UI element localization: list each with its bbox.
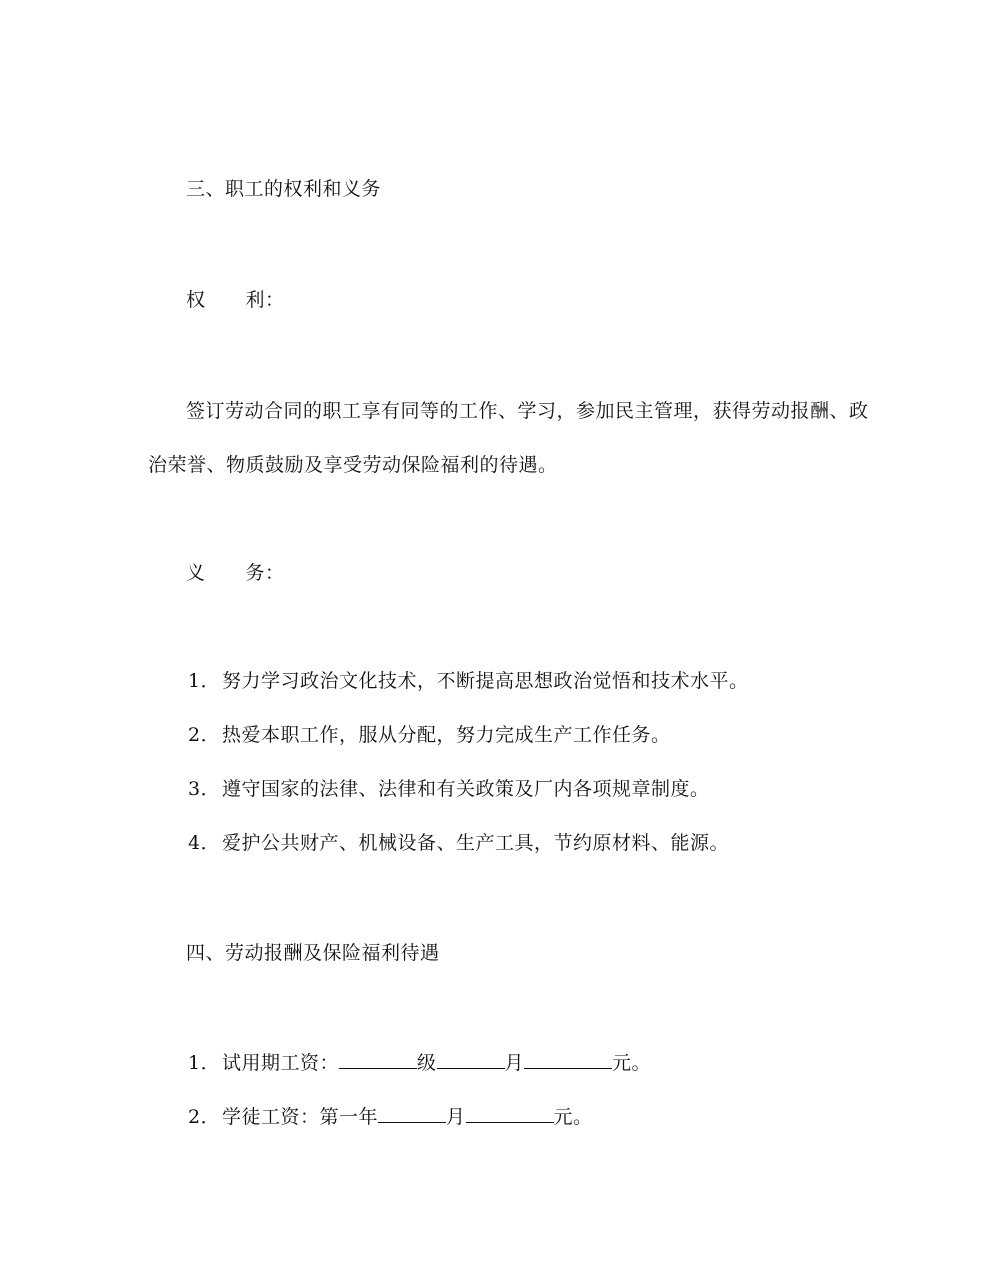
- apprentice-monthly-blank-field[interactable]: [378, 1104, 446, 1123]
- duty-item-text: 努力学习政治文化技术，不断提高思想政治觉悟和技术水平。: [222, 670, 749, 692]
- pay-item-2: [188, 1104, 593, 1130]
- rights-label-char-1: 权: [186, 289, 206, 311]
- section-3-heading: 三、职工的权利和义务: [186, 178, 382, 200]
- duty-item-number: 4．: [188, 832, 221, 854]
- section-4-heading: 四、劳动报酬及保险福利待遇: [186, 942, 440, 964]
- duties-label-char-2: 务：: [245, 562, 285, 584]
- duty-item-1: [188, 668, 749, 694]
- duty-item-text: 爱护公共财产、机械设备、生产工具，节约原材料、能源。: [222, 832, 730, 854]
- month-unit: 月: [446, 1106, 466, 1128]
- rights-label-char-2: 利：: [245, 289, 285, 311]
- duty-item-text: 热爱本职工作，服从分配，努力完成生产工作任务。: [222, 724, 671, 746]
- pay-item-number: 2．: [188, 1106, 221, 1128]
- yuan-amount-blank-field[interactable]: [524, 1050, 612, 1069]
- rights-text-line-1: 签订劳动合同的职工享有同等的工作、学习，参加民主管理，获得劳动报酬、政: [186, 400, 869, 422]
- duties-label-char-1: 义: [186, 562, 206, 584]
- duty-item-number: 3．: [188, 778, 221, 800]
- grade-unit: 级: [417, 1052, 437, 1074]
- duty-item-number: 1．: [188, 670, 221, 692]
- month-unit: 月: [504, 1052, 525, 1074]
- pay-item-number: 1．: [188, 1052, 221, 1074]
- duty-item-number: 2．: [188, 724, 221, 746]
- duty-item-3: [188, 776, 710, 802]
- apprentice-yuan-blank-field[interactable]: [466, 1104, 554, 1123]
- yuan-unit: 元。: [612, 1052, 652, 1074]
- rights-text-line-2: 治荣誉、物质鼓励及享受劳动保险福利的待遇。: [148, 454, 558, 476]
- monthly-amount-blank-field[interactable]: [437, 1050, 505, 1069]
- duties-label: [186, 560, 285, 586]
- pay-item-1: [188, 1050, 651, 1076]
- duty-item-4: [188, 830, 729, 856]
- pay-item-label: 试用期工资：: [222, 1052, 340, 1074]
- rights-label: [186, 287, 285, 313]
- yuan-unit: 元。: [553, 1106, 593, 1128]
- duty-item-2: [188, 722, 671, 748]
- grade-blank-field[interactable]: [339, 1050, 417, 1069]
- duty-item-text: 遵守国家的法律、法律和有关政策及厂内各项规章制度。: [222, 778, 710, 800]
- pay-item-label: 学徒工资：第一年: [222, 1106, 379, 1128]
